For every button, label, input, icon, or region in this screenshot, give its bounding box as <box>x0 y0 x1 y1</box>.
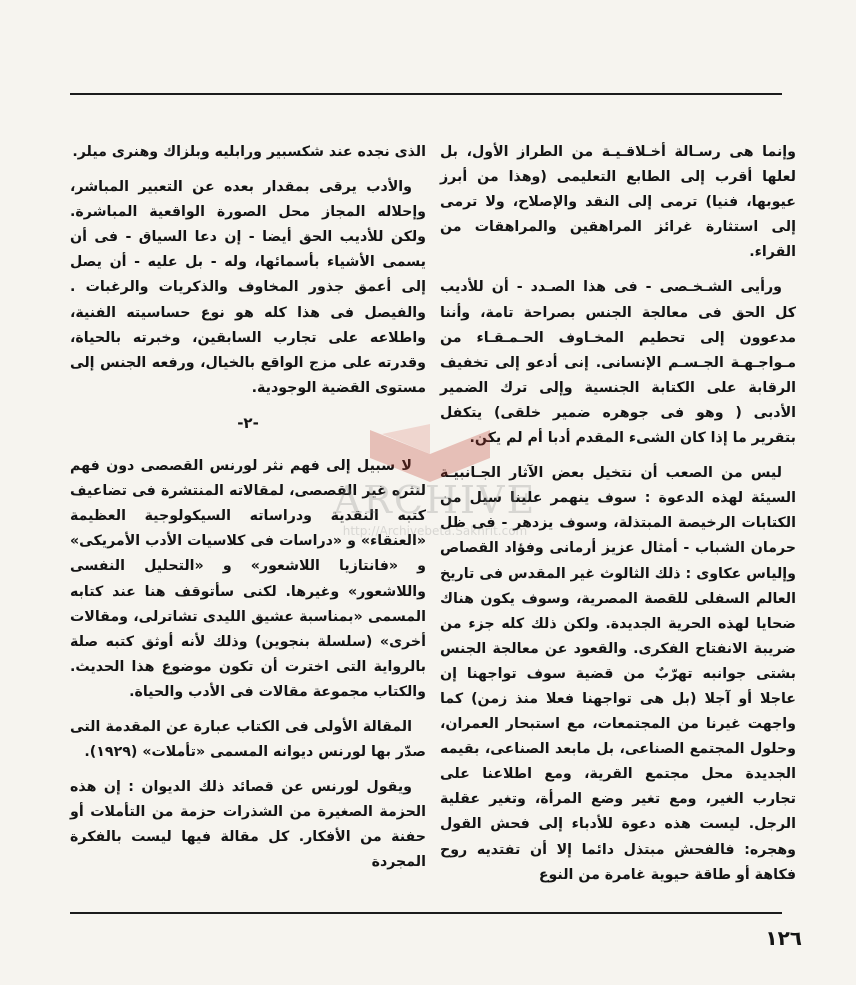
paragraph: المقالة الأولى فى الكتاب عبارة عن المقدمة التى صدّر بها لورنس ديوانه المسمى «تأملات» (١٩٢٩). <box>70 718 426 761</box>
paragraph: ليس من الصعب أن نتخيل بعض الآثار الجـانبيـة السيئة لهذه الدعوة : سوف ينهمر علينا سيل من الكتابات الرخيصة المبتذلة، وسوف يزدهر - فى ظل حرمان الشباب - أمثال عزيز أرمانى وفؤاد القصاص وإلياس عكاوى : ذلك الثالوث غير المقدس فى تاريخ العالم السفلى للقصة المصرية، وسوف يكون هناك ضحايا لهذه الحرية الجديدة. ولكن ذلك كله جزء من ضريبة الانفتاح الفكرى. والقعود عن معالجة الجنس بشتى جوانبه تهرّبٌ من قضية سوف تواجهنا إن عاجلا أو آجلا (بل هى تواجهنا فعلا منذ زمن) كما واجهت غيرنا من المجتمعات، مع استبحار العمران، وحلول المجتمع الصناعى، بل مابعد الصناعى، بقيمه الجديدة محل مجتمع القرية، ومع اطلاعنا على تجارب الغير، ومع تغير وضع المرأة، وتغير عقلية الرجل. ليست هذه دعوة للأدباء إلى فحش القول وهجره: فالفحش مبتذل دائما إلا أن تفتديه روح فكاهة أو طاقة حيوية غامرة من النوع <box>440 465 796 883</box>
top-rule <box>70 93 782 95</box>
paragraph: ويقول لورنس عن قصائد ذلك الديوان : إن هذه الحزمة الصغيرة من الشذرات حزمة من التأملات أو حفنة من الأفكار. كل مقالة فيها ليست بالفكرة المجردة <box>70 779 426 871</box>
paragraph: لا سبيل إلى فهم نثر لورنس القصصى دون فهم لنثره غير القصصى، لمقالاته المنتشرة فى تضاعيف كتبه النقدية ودراساته السيكولوجية العظيمة «العنقاء» و «دراسات فى كلاسيات الأدب الأمريكى» و «فانتازيا اللاشعور» و «التحليل النفسى واللاشعور» وغيرها. لكنى سأتوقف هنا عند كتابه المسمى «بمناسبة عشيق الليدى تشاترلى، ومقالات أخرى» (سلسلة بنجوين) وذلك لأنه أوثق كتبه صلة بالرواية التى اخترت أن تكون موضوع هذا الحديث. والكتاب مجموعة مقالات فى الأدب والحياة. <box>70 458 426 700</box>
paragraph: ورأيى الشـخـصى - فى هذا الصـدد - أن للأديب كل الحق فى معالجة الجنس بصراحة تامة، وأننا مدعوون إلى تحطيم المخـاوف الحـمـقـاء من مـواجـهـة الجـسـم الإنسانى. إنى أدعو إلى تخفيف الرقابة على الكتابة الجنسية وإلى ترك الضمير الأدبى ( وهو فى جوهره ضمير خلقى) يتكفل بتقرير ما إذا كان الشىء المقدم أدبا أم لم يكن. <box>440 279 796 447</box>
watermark-title: ARCHIVE <box>333 478 537 522</box>
page-number: ١٢٦ <box>765 926 802 950</box>
watermark-url: http://Archivebeta.Sakhrit.com <box>342 524 528 538</box>
paragraph: الذى نجده عند شكسبير ورابليه وبلزاك وهنرى ميلر. <box>72 144 426 160</box>
section-divider: -٢- <box>237 413 259 432</box>
bottom-rule <box>70 912 782 914</box>
left-column <box>70 140 426 886</box>
paragraph: وإنما هى رسـالة أخـلاقـيـة من الطراز الأول، بل لعلها أقرب إلى الطابع التعليمى (وهذا من أبرز عيوبها، فنيا) ترمى إلى النقد والإصلاح، ولا ترمى إلى استثارة غرائز المراهقين والمراهقات من القراء. <box>440 144 796 261</box>
right-column <box>440 140 796 898</box>
paragraph: والأدب يرقى بمقدار بعده عن التعبير المباشر، وإحلاله المجاز محل الصورة الواقعية المباشرة. ولكن للأديب الحق أيضا - إن دعا السياق - فى أن يسمى الأشياء بأسمائها، وله - بل عليه - أن يصل إلى أعمق جذور المخاوف والذكريات والرغبات . والفيصل فى هذا كله هو نوع حساسيته الفنية، واطلاعه على تجارب السابقين، وخبرته بالحياة، وقدرته على مزج الواقع بالخيال، ورفعه الجنس إلى مستوى القضية الوجودية. <box>70 179 426 396</box>
